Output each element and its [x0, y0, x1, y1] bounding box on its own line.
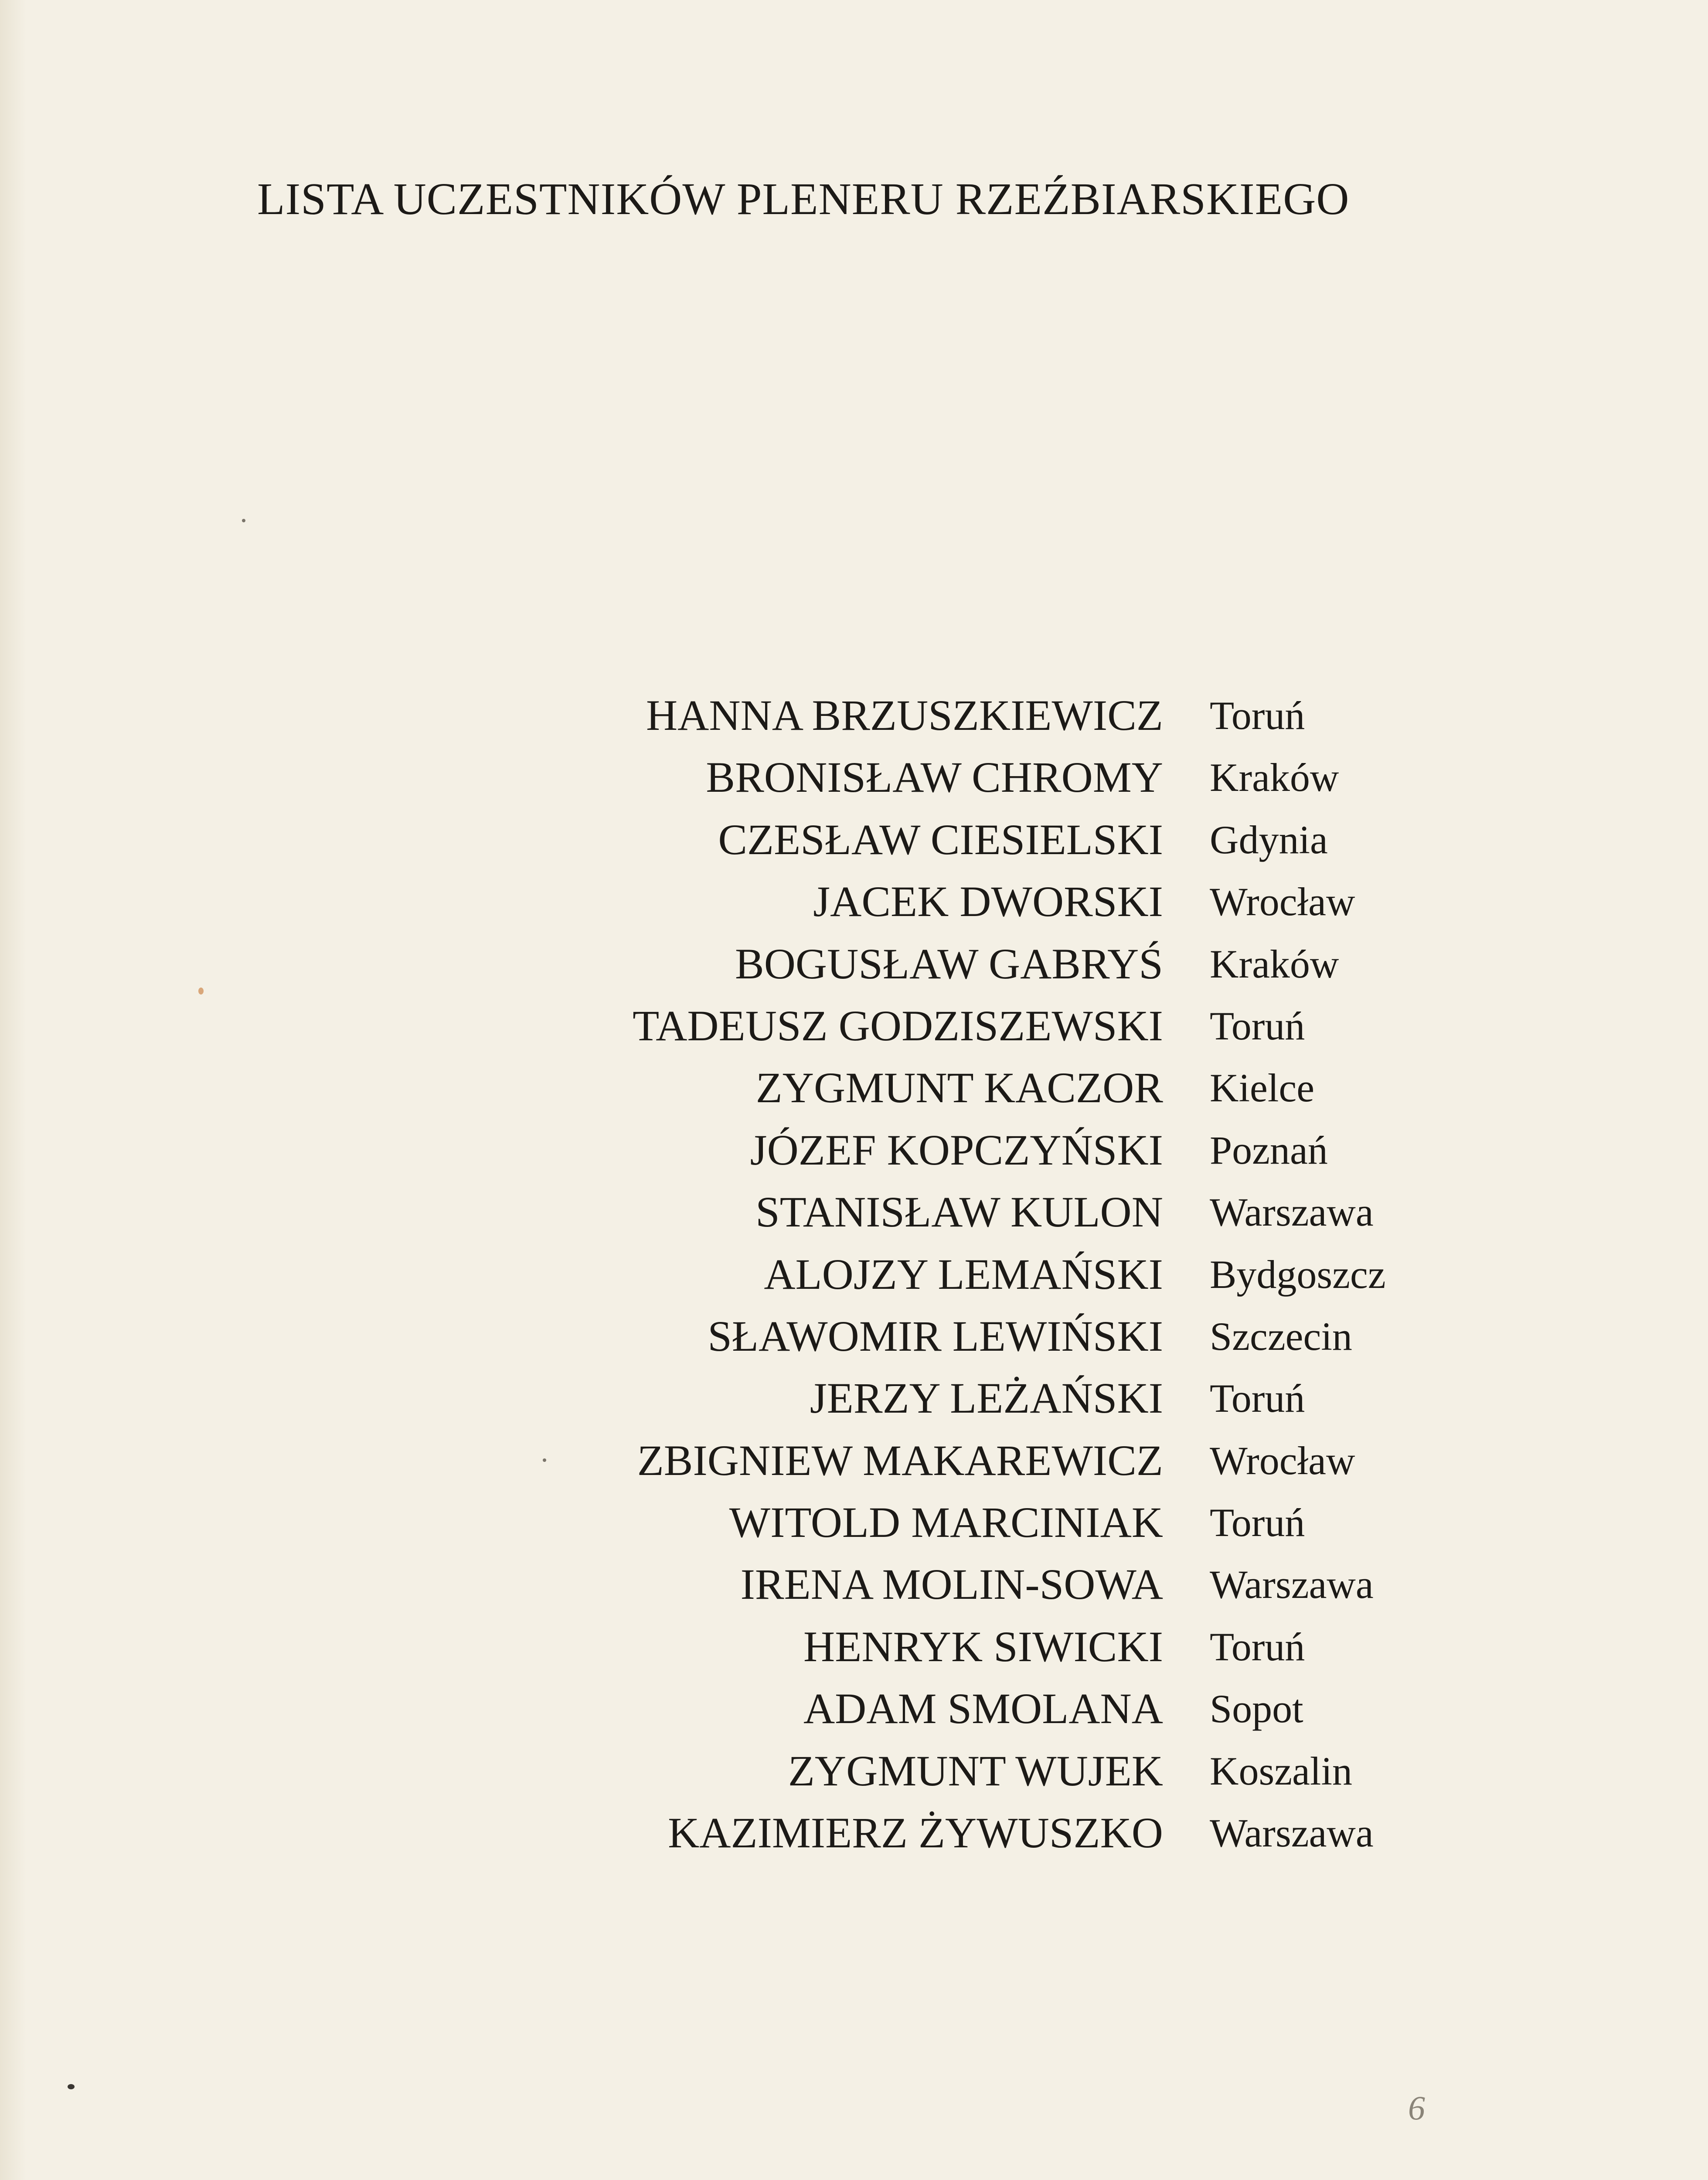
participant-row [0, 995, 1708, 1057]
participant-name: TADEUSZ GODZISZEWSKI [633, 1001, 1163, 1050]
participant-row [0, 1678, 1708, 1740]
participant-row [0, 1553, 1708, 1615]
participant-city: Warszawa [1210, 1190, 1374, 1235]
participant-row [0, 1181, 1708, 1243]
participant-city: Kraków [1210, 755, 1339, 800]
participant-row [0, 809, 1708, 871]
participant-city: Kraków [1210, 941, 1339, 986]
participant-name: JACEK DWORSKI [813, 877, 1163, 926]
participant-row [0, 1305, 1708, 1367]
participant-name: BOGUSŁAW GABRYŚ [735, 939, 1163, 988]
participant-name: WITOLD MARCINIAK [729, 1498, 1163, 1547]
participant-row [0, 1430, 1708, 1492]
participant-city: Kielce [1210, 1066, 1315, 1110]
participant-city: Toruń [1210, 1500, 1305, 1545]
participant-name: KAZIMIERZ ŻYWUSZKO [668, 1809, 1163, 1857]
participant-name: HENRYK SIWICKI [803, 1622, 1163, 1671]
ink-speck [68, 2084, 75, 2089]
participant-row [0, 685, 1708, 746]
participant-row [0, 1740, 1708, 1802]
participant-name: CZESŁAW CIESIELSKI [718, 815, 1163, 864]
participant-city: Toruń [1210, 1624, 1305, 1669]
participant-name: ALOJZY LEMAŃSKI [764, 1250, 1163, 1298]
participant-city: Gdynia [1210, 817, 1328, 862]
participant-city: Toruń [1210, 1376, 1305, 1421]
participant-name: ZBIGNIEW MAKAREWICZ [637, 1436, 1163, 1485]
participant-row [0, 1119, 1708, 1181]
participant-city: Wrocław [1210, 1438, 1355, 1483]
participant-name: JERZY LEŻAŃSKI [810, 1374, 1163, 1423]
participant-row [0, 1243, 1708, 1305]
participant-city: Wrocław [1210, 879, 1355, 924]
participant-row [0, 933, 1708, 995]
participant-name: BRONISŁAW CHROMY [706, 753, 1163, 802]
participant-name: ADAM SMOLANA [803, 1684, 1163, 1733]
participant-name: ZYGMUNT KACZOR [755, 1063, 1163, 1112]
participant-row [0, 1367, 1708, 1429]
participant-city: Poznań [1210, 1127, 1328, 1172]
participant-city: Koszalin [1210, 1748, 1353, 1793]
participant-city: Warszawa [1210, 1811, 1374, 1856]
participant-name: HANNA BRZUSZKIEWICZ [646, 691, 1163, 739]
stain-speck [198, 988, 204, 995]
page-number: 6 [1408, 2089, 1425, 2127]
dust-speck [543, 1458, 546, 1462]
participant-city: Toruń [1210, 1003, 1305, 1048]
participant-row [0, 1057, 1708, 1119]
participants-list [0, 685, 1708, 1864]
participant-city: Warszawa [1210, 1562, 1374, 1607]
participant-name: SŁAWOMIR LEWIŃSKI [708, 1311, 1163, 1360]
participant-row [0, 1616, 1708, 1678]
participant-city: Toruń [1210, 693, 1305, 738]
participant-row [0, 1802, 1708, 1864]
participant-name: STANISŁAW KULON [755, 1188, 1163, 1236]
participant-name: JÓZEF KOPCZYŃSKI [750, 1125, 1163, 1174]
participant-city: Szczecin [1210, 1314, 1352, 1359]
participant-name: ZYGMUNT WUJEK [788, 1746, 1163, 1795]
participant-row [0, 871, 1708, 933]
participant-row [0, 1492, 1708, 1553]
participant-city: Sopot [1210, 1686, 1303, 1731]
participant-name: IRENA MOLIN-SOWA [740, 1560, 1163, 1609]
dust-speck [242, 519, 245, 522]
participant-row [0, 746, 1708, 808]
participant-city: Bydgoszcz [1210, 1252, 1386, 1297]
page-title: LISTA UCZESTNIKÓW PLENERU RZEŹBIARSKIEGO [257, 174, 1350, 224]
